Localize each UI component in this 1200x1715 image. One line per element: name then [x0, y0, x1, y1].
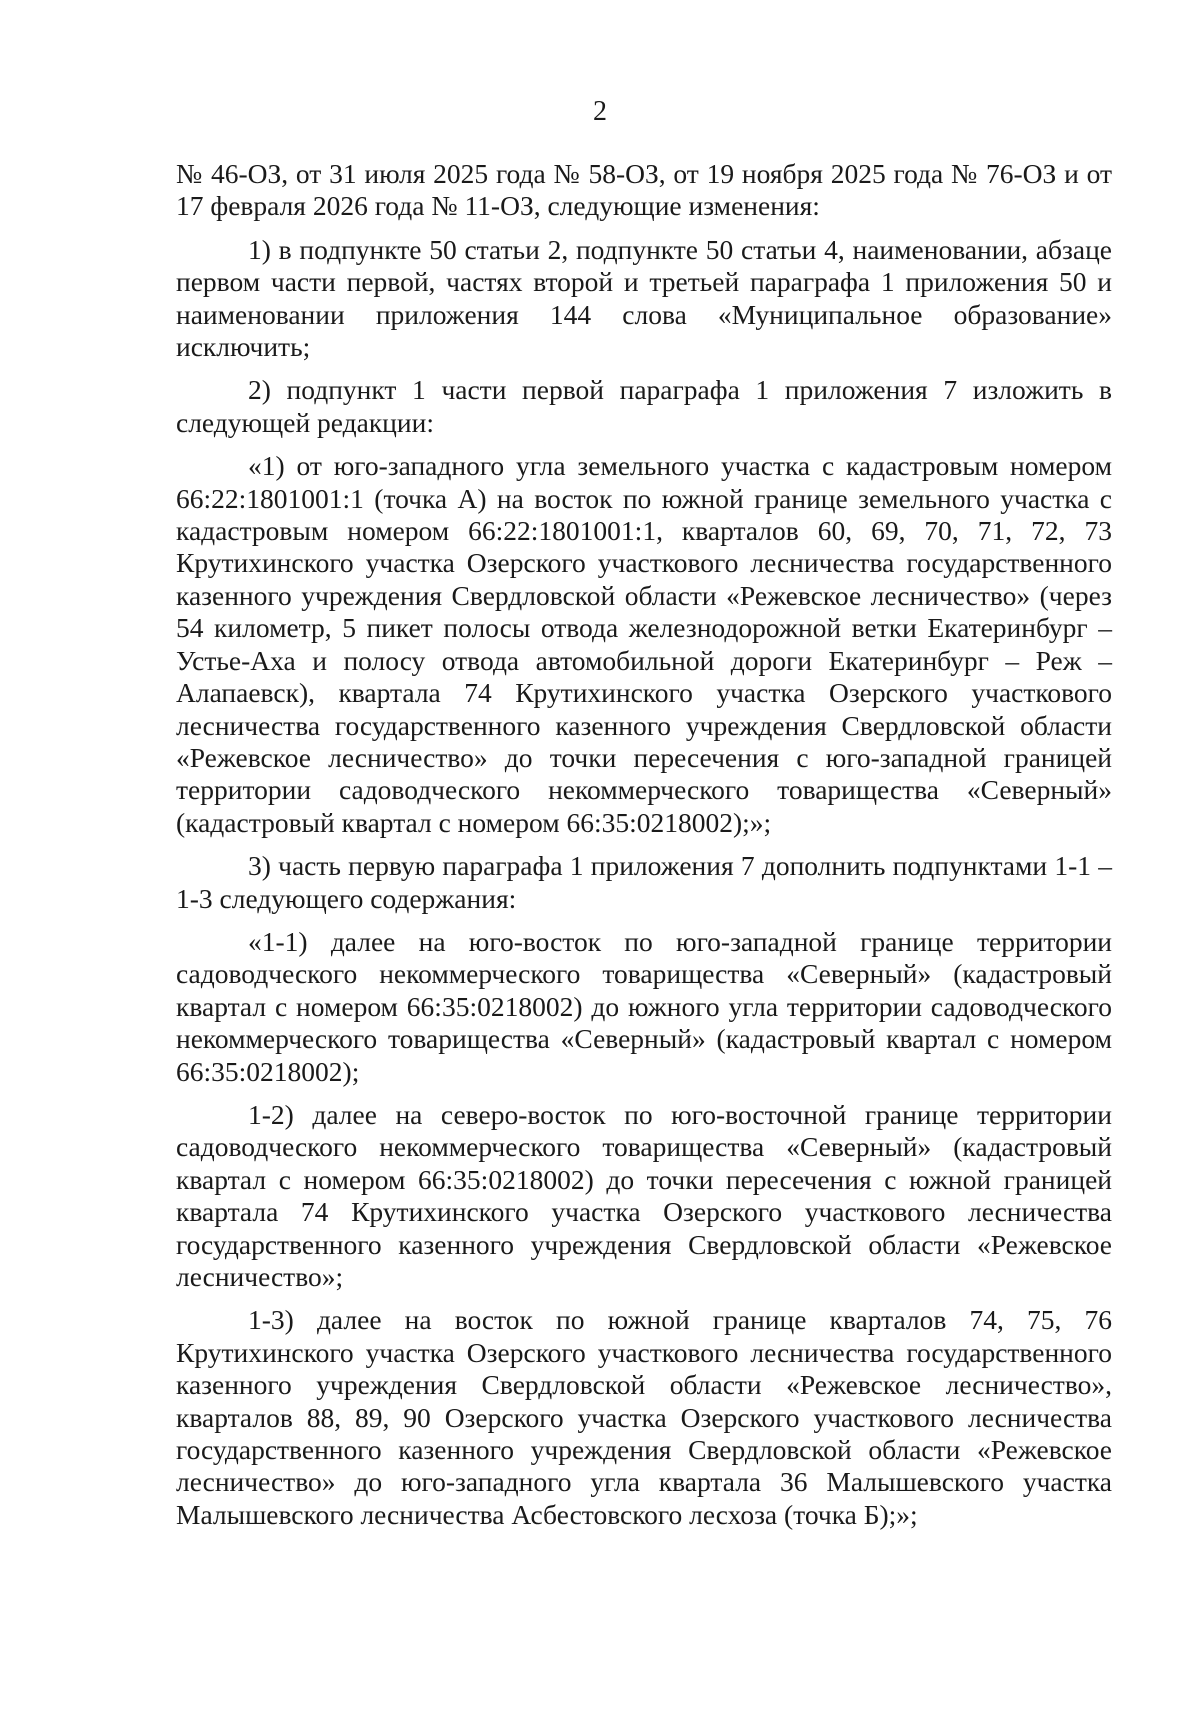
paragraph-item-3: 3) часть первую параграфа 1 приложения 7 дополнить подпунктами 1-1 – 1-3 следующего содержания:	[176, 850, 1112, 914]
paragraph-item-1: 1) в подпункте 50 статьи 2, подпункте 50 статьи 4, наименовании, абзаце первом части первой, частях второй и третьей параграфа 1 приложения 50 и наименовании приложения 144 слова «Муниципальное образование» исключить;	[176, 233, 1112, 363]
paragraph-subitem-1: «1) от юго-западного угла земельного участка с кадастровым номером 66:22:1801001:1 (точка А) на восток по южной границе земельного участка с кадастровым номером 66:22:1801001:1, кварталов 60, 69, 70, 71, 72, 73 Крутихинского участка Озерского участкового лесничества государственного казенного учреждения Свердловской области «Режевское лесничество» (через 54 километр, 5 пикет полосы отвода железнодорожной ветки Екатеринбург – Устье-Аха и полосу отвода автомобильной дороги Екатеринбург – Реж – Алапаевск), квартала 74 Крутихинского участка Озерского участкового лесничества государственного казенного учреждения Свердловской области «Режевское лесничество» до точки пересечения с юго-западной границей территории садоводческого некоммерческого товарищества «Северный» (кадастровый квартал с номером 66:35:0218002);»;	[176, 450, 1112, 838]
paragraph-subitem-1-2: 1-2) далее на северо-восток по юго-восточной границе территории садоводческого некоммерческого товарищества «Северный» (кадастровый квартал с номером 66:35:0218002) до точки пересечения с южной границей квартала 74 Крутихинского участка Озерского участкового лесничества государственного казенного учреждения Свердловской области «Режевское лесничество»;	[176, 1098, 1112, 1292]
paragraph-subitem-1-1: «1-1) далее на юго-восток по юго-западной границе территории садоводческого некоммерческого товарищества «Северный» (кадастровый квартал с номером 66:35:0218002) до южного угла территории садоводческого некоммерческого товарищества «Северный» (кадастровый квартал с номером 66:35:0218002);	[176, 925, 1112, 1087]
paragraph-subitem-1-3: 1-3) далее на восток по южной границе кварталов 74, 75, 76 Крутихинского участка Озерского участкового лесничества государственного казенного учреждения Свердловской области «Режевское лесничество», кварталов 88, 89, 90 Озерского участка Озерского участкового лесничества государственного казенного учреждения Свердловской области «Режевское лесничество» до юго-западного угла квартала 36 Малышевского участка Малышевского лесничества Асбестовского лесхоза (точка Б);»;	[176, 1304, 1112, 1530]
page-number: 2	[593, 96, 607, 127]
document-body	[176, 158, 1112, 1542]
paragraph-intro: № 46-ОЗ, от 31 июля 2025 года № 58-ОЗ, от 19 ноября 2025 года № 76-ОЗ и от 17 февраля 2026 года № 11-ОЗ, следующие изменения:	[176, 158, 1112, 222]
paragraph-item-2: 2) подпункт 1 части первой параграфа 1 приложения 7 изложить в следующей редакции:	[176, 374, 1112, 438]
